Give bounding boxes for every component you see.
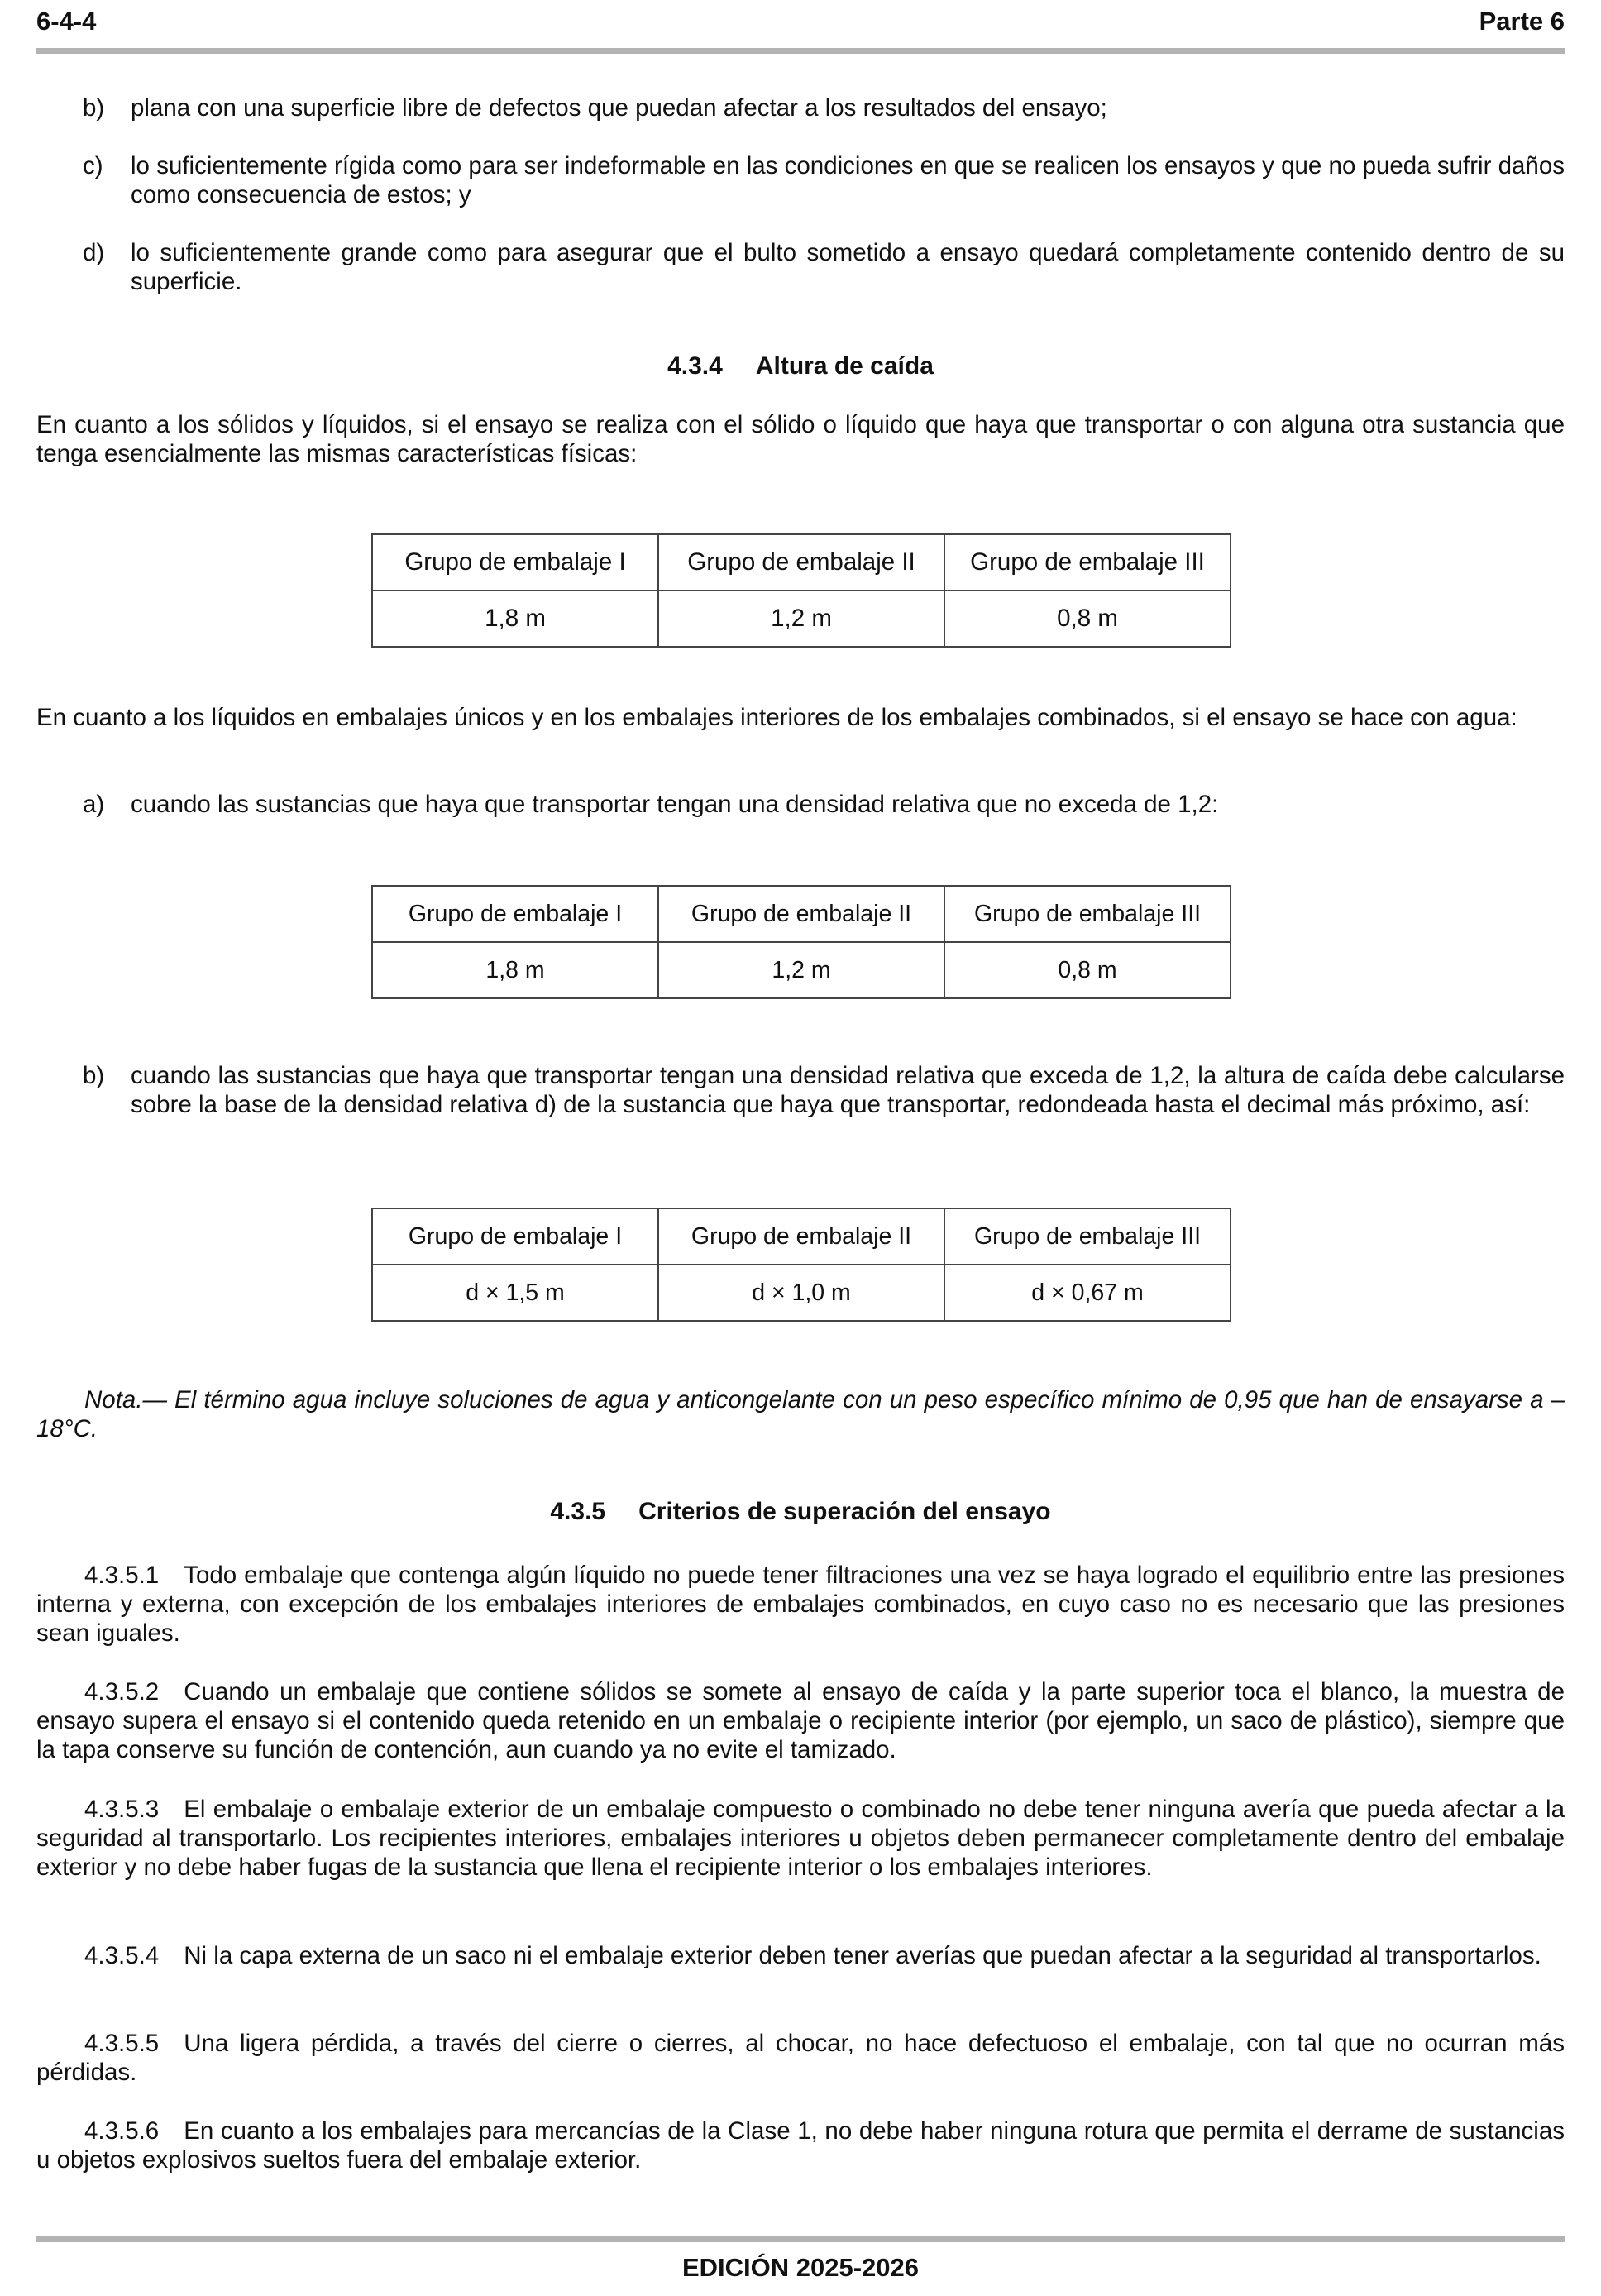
intro-liquids: En cuanto a los líquidos en embalajes únicos y en los embalajes interiores de los embalajes combinados, si el ensayo se hace con agua: bbox=[36, 704, 1517, 731]
drop-height-table-1 bbox=[371, 533, 1231, 648]
paragraph-number: 4.3.5.5 bbox=[84, 2030, 160, 2057]
paragraph-text: Cuando un embalaje que contiene sólidos se somete al ensayo de caída y la parte superior toca el blanco, la muestra de ensayo supera el ensayo si el contenido queda retenido en un embalaje o recipiente interior (por ejemplo, un saco de plástico), siempre que la tapa conserve su función de contención, aun cuando ya no evite el tamizado. bbox=[36, 1678, 1565, 1763]
paragraph-text: Todo embalaje que contenga algún líquido no puede tener filtraciones una vez se haya logrado el equilibrio entre las presiones interna y externa, con excepción de los embalajes interiores de embalajes combinados, en cuyo caso no es necesario que las presiones sean iguales. bbox=[36, 1562, 1565, 1647]
table-cell: 1,2 m bbox=[658, 591, 944, 647]
table-row bbox=[372, 942, 1231, 998]
drop-height-table-2 bbox=[371, 885, 1231, 999]
table-cell: d × 1,5 m bbox=[372, 1265, 658, 1321]
table-header-cell: Grupo de embalaje II bbox=[658, 886, 944, 942]
document-page bbox=[36, 0, 1565, 2296]
list-label: b) bbox=[83, 1062, 105, 1089]
paragraph-number: 4.3.5.3 bbox=[84, 1796, 160, 1823]
paragraph-number: 4.3.5.4 bbox=[84, 1942, 160, 1969]
footer-rule bbox=[36, 2236, 1565, 2242]
paragraph-text: Ni la capa externa de un saco ni el embalaje exterior deben tener averías que puedan afectar a la seguridad al transportarlos. bbox=[184, 1942, 1541, 1969]
list-text: lo suficientemente rígida como para ser indeformable en las condiciones en que se realicen los ensayos y que no pueda sufrir daños como consecuencia de estos; y bbox=[131, 152, 1565, 208]
table-cell: 0,8 m bbox=[944, 591, 1231, 647]
paragraph-text: El embalaje o embalaje exterior de un embalaje compuesto o combinado no debe tener ninguna avería que pueda afectar a la seguridad al transportarlo. Los recipientes interiores, embalajes interiores u objetos deben permanecer completamente dentro del embalaje exterior y no debe haber fugas de la sustancia que llena el recipiente interior o los embalajes interiores. bbox=[36, 1796, 1565, 1881]
page-header bbox=[36, 7, 1565, 40]
table-cell: d × 1,0 m bbox=[658, 1265, 944, 1321]
section-heading-4-3-5 bbox=[36, 1497, 1565, 1527]
section-heading-4-3-4 bbox=[36, 352, 1565, 381]
table-header-cell: Grupo de embalaje III bbox=[944, 534, 1231, 591]
table-header-cell: Grupo de embalaje III bbox=[944, 1208, 1231, 1265]
table-header-row bbox=[372, 886, 1231, 942]
note bbox=[36, 1385, 1565, 1443]
list-text: cuando las sustancias que haya que transportar tengan una densidad relativa que no exceda de 1,2: bbox=[131, 791, 1219, 818]
table-cell: 1,8 m bbox=[372, 591, 658, 647]
paragraph-4-3-5-2 bbox=[36, 1677, 1565, 1764]
table-row bbox=[372, 591, 1231, 647]
list-text: lo suficientemente grande como para asegurar que el bulto sometido a ensayo quedará completamente contenido dentro de su superficie. bbox=[131, 239, 1565, 295]
header-rule bbox=[36, 48, 1565, 54]
list-label: a) bbox=[83, 791, 105, 818]
table-header-cell: Grupo de embalaje I bbox=[372, 886, 658, 942]
table-header-cell: Grupo de embalaje I bbox=[372, 1208, 658, 1265]
drop-height-table-3 bbox=[371, 1208, 1231, 1322]
list-label: c) bbox=[83, 152, 103, 179]
paragraph-4-3-5-3 bbox=[36, 1795, 1565, 1882]
paragraph-4-3-5-5 bbox=[36, 2029, 1565, 2087]
list-label: d) bbox=[83, 239, 105, 266]
intro-solids: En cuanto a los sólidos y líquidos, si el ensayo se realiza con el sólido o líquido que haya que transportar o con alguna otra sustancia que tenga esencialmente las mismas características físicas: bbox=[36, 411, 1565, 467]
table-header-cell: Grupo de embalaje II bbox=[658, 534, 944, 591]
table-cell: d × 0,67 m bbox=[944, 1265, 1231, 1321]
paragraph-text: Una ligera pérdida, a través del cierre o cierres, al chocar, no hace defectuoso el embalaje, con tal que no ocurran más pérdidas. bbox=[36, 2030, 1565, 2086]
paragraph-4-3-5-4 bbox=[36, 1941, 1565, 1970]
section-title: Criterios de superación del ensayo bbox=[638, 1498, 1051, 1525]
table-header-cell: Grupo de embalaje I bbox=[372, 534, 658, 591]
paragraph-text: En cuanto a los embalajes para mercancías de la Clase 1, no debe haber ninguna rotura que permita el derrame de sustancias u objetos explosivos sueltos fuera del embalaje exterior. bbox=[36, 2117, 1565, 2174]
part-label: Parte 6 bbox=[1479, 7, 1565, 36]
list-text: plana con una superficie libre de defectos que puedan afectar a los resultados del ensayo; bbox=[131, 94, 1107, 122]
paragraph-number: 4.3.5.1 bbox=[84, 1562, 160, 1589]
table-header-row bbox=[372, 1208, 1231, 1265]
paragraph-number: 4.3.5.6 bbox=[84, 2117, 160, 2145]
list-label: b) bbox=[83, 94, 105, 122]
paragraph-4-3-5-1 bbox=[36, 1561, 1565, 1648]
edition-footer: EDICIÓN 2025-2026 bbox=[681, 2253, 920, 2282]
table-cell: 1,8 m bbox=[372, 942, 658, 998]
paragraph-number: 4.3.5.2 bbox=[84, 1678, 160, 1705]
table-header-cell: Grupo de embalaje II bbox=[658, 1208, 944, 1265]
page-number: 6-4-4 bbox=[36, 7, 97, 36]
section-title: Altura de caída bbox=[755, 352, 934, 380]
section-number: 4.3.4 bbox=[667, 352, 723, 380]
list-text: cuando las sustancias que haya que transportar tengan una densidad relativa que exceda de 1,2, la altura de caída debe calcularse sobre la base de la densidad relativa d) de la sustancia que haya que transportar, redondeada hasta el decimal más próximo, así: bbox=[131, 1062, 1565, 1118]
table-header-row bbox=[372, 534, 1231, 591]
table-row bbox=[372, 1265, 1231, 1321]
table-cell: 1,2 m bbox=[658, 942, 944, 998]
table-cell: 0,8 m bbox=[944, 942, 1231, 998]
section-number: 4.3.5 bbox=[550, 1498, 606, 1525]
note-text: Nota.— El término agua incluye soluciones de agua y anticongelante con un peso específico mínimo de 0,95 que han de ensayarse a –18°C. bbox=[36, 1386, 1565, 1442]
table-header-cell: Grupo de embalaje III bbox=[944, 886, 1231, 942]
paragraph-4-3-5-6 bbox=[36, 2117, 1565, 2174]
